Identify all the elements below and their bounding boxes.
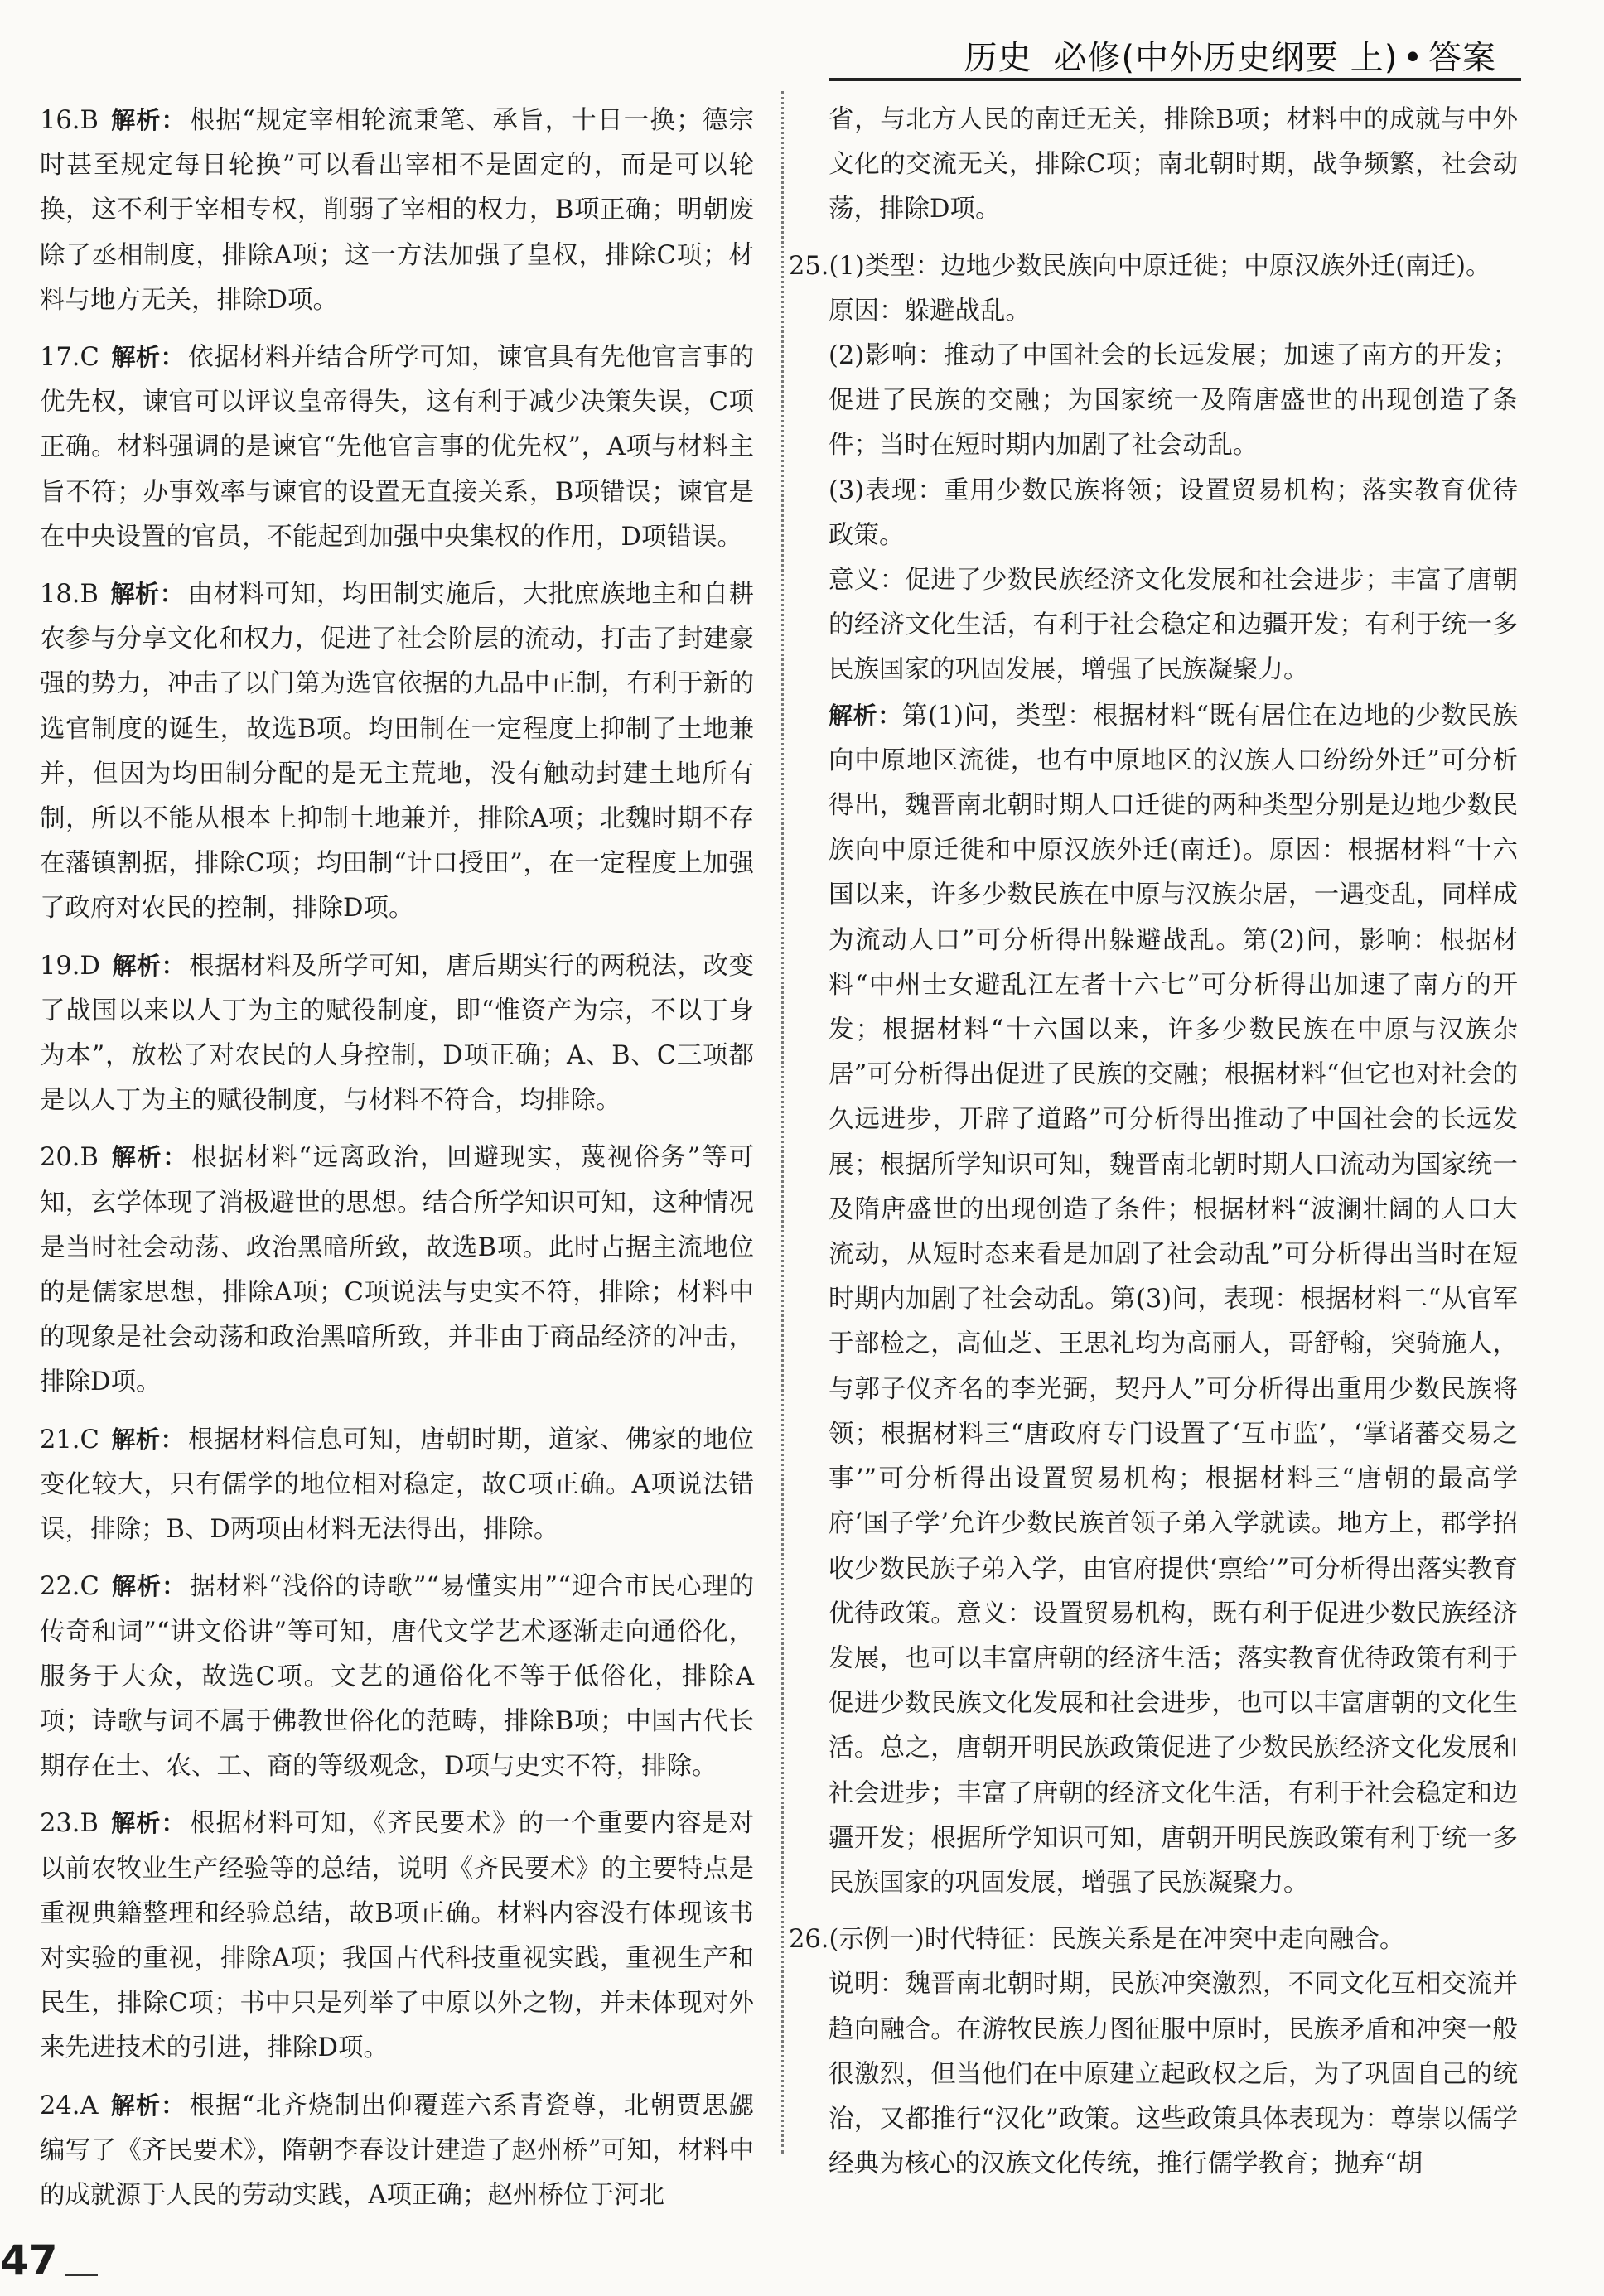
answer-text: 由材料可知，均田制实施后，大批庶族地主和自耕农参与分享文化和权力，促进了社会阶层的流动，打击了封建豪强的势力，冲击了以门第为选官依据的九品中正制，有利于新的选官制度的诞生，故选B项。均田制在一定程度上抑制了土地兼并，但因为均田制分配的是无主荒地，没有触动封建土地所有制，所以不能从根本上抑制土地兼并，排除A项；北魏时期不存在藩镇割据，排除C项；均田制“计口授田”，在一定程度上加强了政府对农民的控制，排除D项。: [40, 580, 754, 924]
analysis-label: 解析：: [109, 1143, 189, 1172]
answer-text: 根据材料可知，《齐民要术》的一个重要内容是对以前农牧业生产经验等的总结，说明《齐民要术》的主要特点是重视典籍整理和经验总结，故B项正确。材料内容没有体现该书对实验的重视，排除A项；我国古代科技重视实践，重视生产和民生，排除C项；书中只是列举了中原以外之物，并未体现对外来先进技术的引进，排除D项。: [40, 1809, 754, 2063]
right-column: [789, 98, 1518, 2187]
answer-25-significance: 意义：促进了少数民族经济文化发展和社会进步；丰富了唐朝的经济文化生活，有利于社会稳定和边疆开发；有利于统一多民族国家的巩固发展，增强了民族凝聚力。: [829, 566, 1518, 685]
answer-text: 根据“北齐烧制出仰覆莲六系青瓷尊，北朝贾思勰编写了《齐民要术》，隋朝李春设计建造了赵州桥”可知，材料中的成就源于人民的劳动实践，A项正确；赵州桥位于河北: [40, 2091, 754, 2210]
answer-number: 26.: [789, 1925, 829, 1955]
answer-25-reason: 原因：躲避战乱。: [829, 296, 1031, 326]
answer-18: [40, 572, 754, 932]
answer-text: 据材料“浅俗的诗歌”“易懂实用”“迎合市民心理的传奇和词”“讲文俗讲”等可知，唐代文学艺术逐渐走向通俗化，服务于大众，故选C项。文艺的通俗化不等于低俗化，排除A项；诗歌与词不属于佛教世俗化的范畴，排除B项；中国古代长期存在士、农、工、商的等级观念，D项与史实不符，排除。: [40, 1572, 754, 1782]
answer-text: 根据“规定宰相轮流秉笔、承旨，十日一换；德宗时甚至规定每日轮换”可以看出宰相不是固定的，而是可以轮换，这不利于宰相专权，削弱了宰相的权力，B项正确；明朝废除了丞相制度，排除A项；这一方法加强了皇权，排除C项；材料与地方无关，排除D项。: [40, 106, 754, 315]
analysis-label: 解析：: [110, 1425, 186, 1454]
running-header: [964, 31, 1496, 79]
answer-25-analysis: [789, 693, 1518, 1906]
header-subject: 历史: [964, 39, 1032, 77]
answer-text: 根据材料“远离政治，回避现实，蔑视俗务”等可知，玄学体现了消极避世的思想。结合所学知识可知，这种情况是当时社会动荡、政治黑暗所致，故选B项。此时占据主流地位的是儒家思想，排除A项；C项说法与史实不符，排除；材料中的现象是社会动荡和政治黑暗所致，并非由于商品经济的冲击，排除D项。: [40, 1143, 754, 1397]
left-column: [40, 98, 754, 2230]
answer-number: 16.B: [40, 106, 99, 135]
answer-22: [40, 1564, 754, 1789]
answer-21: [40, 1417, 754, 1553]
answer-19: [40, 943, 754, 1124]
answer-text: 根据材料及所学可知，唐后期实行的两税法，改变了战国以来以人丁为主的赋役制度，即“惟资产为宗，不以丁身为本”，放松了对农民的人身控制，D项正确；A、B、C三项都是以人丁为主的赋役制度，与材料不符合，均排除。: [40, 951, 754, 1116]
answer-25: [789, 244, 1518, 1907]
analysis-label: 解析：: [109, 2091, 186, 2120]
answer-16: [40, 98, 754, 323]
analysis-label: 解析：: [110, 343, 186, 372]
page-number: 47: [0, 2236, 58, 2284]
analysis-label: 解析：: [109, 580, 185, 609]
page-number-rule: [65, 2274, 98, 2276]
answer-25-manifestation: (3)表现：重用少数民族将领；设置贸易机构；落实教育优待政策。: [829, 475, 1518, 550]
answer-26-explanation: 说明：魏晋南北朝时期，民族冲突激烈，不同文化互相交流并趋向融合。在游牧民族力图征服中原时，民族矛盾和冲突一般很激烈，但当他们在中原建立起政权之后，为了巩固自己的统治，又都推行“汉化”政策。这些政策具体表现为：尊崇以儒学经典为核心的汉族文化传统，推行儒学教育；抛弃“胡: [829, 1970, 1518, 2179]
answer-20: [40, 1135, 754, 1405]
column-divider: [781, 91, 784, 2154]
analysis-label: 解析：: [109, 106, 186, 134]
answer-text: 依据材料并结合所学可知，谏官具有先他官言事的优先权，谏官可以评议皇帝得失，这有利于减少决策失误，C项正确。材料强调的是谏官“先他官言事的优先权”，A项与材料主旨不符；办事效率与谏官的设置无直接关系，B项错误；谏官是在中央设置的官员，不能起到加强中央集权的作用，D项错误。: [40, 343, 754, 552]
answer-number: 18.B: [40, 580, 99, 610]
analysis-label: 解析：: [829, 701, 902, 730]
answer-number: 23.B: [40, 1809, 99, 1839]
analysis-label: 解析：: [111, 951, 186, 980]
answer-number: 20.B: [40, 1143, 99, 1173]
answer-25-impact: (2)影响：推动了中国社会的长远发展；加速了南方的开发；促进了民族的交融；为国家统一及隋唐盛世的出现创造了条件；当时在短时期内加剧了社会动乱。: [829, 341, 1518, 461]
header-dot: •: [1403, 39, 1423, 77]
answer-17: [40, 335, 754, 560]
answer-number: 21.C: [40, 1425, 99, 1454]
answer-text: (1)类型：边地少数民族向中原迁徙；中原汉族外迁(南迁)。: [829, 251, 1491, 281]
answer-25-types: [789, 244, 1518, 289]
answer-number: 22.C: [40, 1572, 99, 1602]
answer-text: (示例一)时代特征：民族关系是在冲突中走向融合。: [829, 1925, 1405, 1955]
answer-text: 省，与北方人民的南迁无关，排除B项；材料中的成就与中外文化的交流无关，排除C项；南北朝时期，战争频繁，社会动荡，排除D项。: [829, 105, 1518, 224]
answer-23: [40, 1801, 754, 2071]
header-rule: [829, 78, 1521, 81]
header-book: 必修(中外历史纲要 上): [1053, 39, 1399, 77]
answer-number: 25.: [789, 251, 829, 281]
answer-text: 第(1)问，类型：根据材料“既有居住在边地的少数民族向中原地区流徙，也有中原地区的汉族人口纷纷外迁”可分析得出，魏晋南北朝时期人口迁徙的两种类型分别是边地少数民族向中原迁徙和中原汉族外迁(南迁)。原因：根据材料“十六国以来，许多少数民族在中原与汉族杂居，一遇变乱，同样成为流动人口”可分析得出躲避战乱。第(2)问，影响：根据材料“中州士女避乱江左者十六七”可分析得出加速了南方的开发；根据材料“十六国以来，许多少数民族在中原与汉族杂居”可分析得出促进了民族的交融；根据材料“但它也对社会的久远进步，开辟了道路”可分析得出推动了中国社会的长远发展；根据所学知识可知，魏晋南北朝时期人口流动为国家统一及隋唐盛世的出现创造了条件；根据材料“波澜壮阔的人口大流动，从短时态来看是加剧了社会动乱”可分析得出当时在短时期内加剧了社会动乱。第(3)问，表现：根据材料二“从官军于部检之，高仙芝、王思礼均为高丽人，哥舒翰，突骑施人，与郭子仪齐名的李光弼，契丹人”可分析得出重用少数民族将领；根据材料三“唐政府专门设置了‘互市监’，‘掌诸蕃交易之事’”可分析得出设置贸易机构；根据材料三“唐朝的最高学府‘国子学’允许少数民族首领子弟入学就读。地方上，郡学招收少数民族子弟入学，由官府提供‘禀给’”可分析得出落实教育优待政策。意义：设置贸易机构，既有利于促进少数民族经济发展，也可以丰富唐朝的经济生活；落实教育优待政策有利于促进少数民族文化发展和社会进步，也可以丰富唐朝的文化生活。总之，唐朝开明民族政策促进了少数民族经济文化发展和社会进步；丰富了唐朝的经济文化生活，有利于社会稳定和边疆开发；根据所学知识可知，唐朝开明民族政策有利于统一多民族国家的巩固发展，增强了民族凝聚力。: [829, 701, 1518, 1898]
answer-number: 19.D: [40, 951, 100, 981]
answer-24-continued: [789, 98, 1518, 233]
answer-number: 17.C: [40, 343, 99, 373]
header-section: 答案: [1428, 39, 1496, 77]
analysis-label: 解析：: [110, 1572, 187, 1601]
answer-number: 24.A: [40, 2091, 99, 2120]
answer-26: [789, 1917, 1518, 2187]
answer-24: [40, 2083, 754, 2219]
analysis-label: 解析：: [109, 1809, 186, 1838]
answer-text: 根据材料信息可知，唐朝时期，道家、佛家的地位变化较大，只有儒学的地位相对稳定，故C项正确。A项说法错误，排除；B、D两项由材料无法得出，排除。: [40, 1425, 754, 1545]
answer-26-feature: [789, 1917, 1518, 1962]
